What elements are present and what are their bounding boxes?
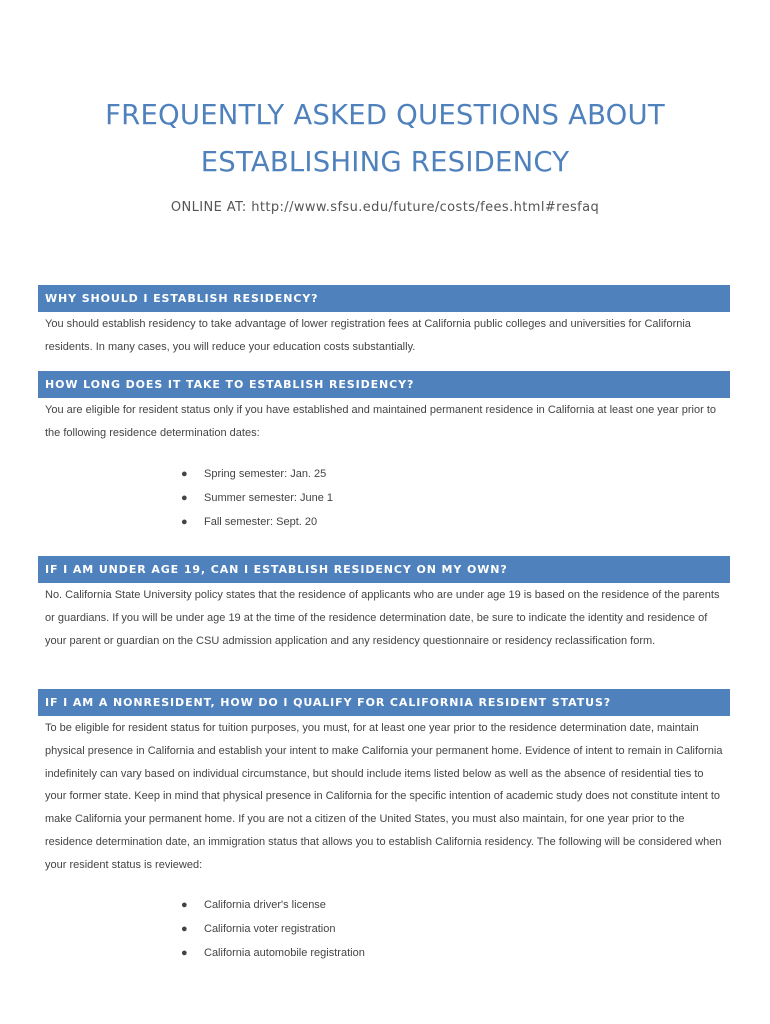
section-heading: HOW LONG DOES IT TAKE TO ESTABLISH RESIDENCY? (38, 371, 730, 398)
resident-evidence-list (0, 893, 770, 965)
list-item: ● Summer semester: June 1 (0, 486, 770, 510)
faq-section-why (38, 285, 730, 359)
faq-section-nonresident (38, 689, 730, 877)
bullet-icon: ● (181, 947, 188, 959)
bullet-icon: ● (181, 468, 188, 480)
section-body: To be eligible for resident status for tuition purposes, you must, for at least one year prior to the residence determination date, maintain physical presence in California and establish your intent to make California your permanent home. Evidence of intent to remain in California indefinitely can vary based on individual circumstance, but should include items listed below as well as the absence of residential ties to your former state. Keep in mind that physical presence in California for the specific intention of academic study does not constitute intent to make California your permanent home. If you are not a citizen of the United States, you must also maintain, for one year prior to the residence determination date, an immigration status that allows you to establish California residency. The following will be considered when your resident status is reviewed: (45, 722, 723, 871)
faq-section-how-long (38, 371, 730, 445)
bullet-icon: ● (181, 899, 188, 911)
section-body: You are eligible for resident status only if you have established and maintained permanent residence in California at least one year prior to the following residence determination dates: (45, 404, 716, 439)
determination-dates-list (0, 462, 770, 534)
bullet-icon: ● (181, 492, 188, 504)
list-item: ● Fall semester: Sept. 20 (0, 510, 770, 534)
bullet-icon: ● (181, 516, 188, 528)
section-heading: IF I AM UNDER AGE 19, CAN I ESTABLISH RESIDENCY ON MY OWN? (38, 556, 730, 583)
faq-section-under-19 (38, 556, 730, 652)
online-url: ONLINE AT: http://www.sfsu.edu/future/costs/fees.html#resfaq (170, 200, 600, 215)
title-line-1: FREQUENTLY ASKED QUESTIONS ABOUT (105, 99, 665, 131)
section-body: No. California State University policy states that the residence of applicants who are under age 19 is based on the residence of the parents or guardians. If you will be under age 19 at the time of the residence determination date, be sure to indicate the identity and residence of your parent or guardian on the CSU admission application and any residency questionnaire or residency reclassification form. (45, 589, 720, 647)
list-item: ● California driver's license (0, 893, 770, 917)
section-heading: WHY SHOULD I ESTABLISH RESIDENCY? (38, 285, 730, 312)
section-body: You should establish residency to take advantage of lower registration fees at California public colleges and universities for California residents. In many cases, you will reduce your education costs substantially. (45, 318, 691, 353)
title-line-2: ESTABLISHING RESIDENCY (200, 146, 570, 178)
list-item: ● California voter registration (0, 917, 770, 941)
list-item: ● California automobile registration (0, 941, 770, 965)
list-item: ● Spring semester: Jan. 25 (0, 462, 770, 486)
bullet-icon: ● (181, 923, 188, 935)
section-heading: IF I AM A NONRESIDENT, HOW DO I QUALIFY FOR CALIFORNIA RESIDENT STATUS? (38, 689, 730, 716)
document-title (0, 92, 770, 186)
